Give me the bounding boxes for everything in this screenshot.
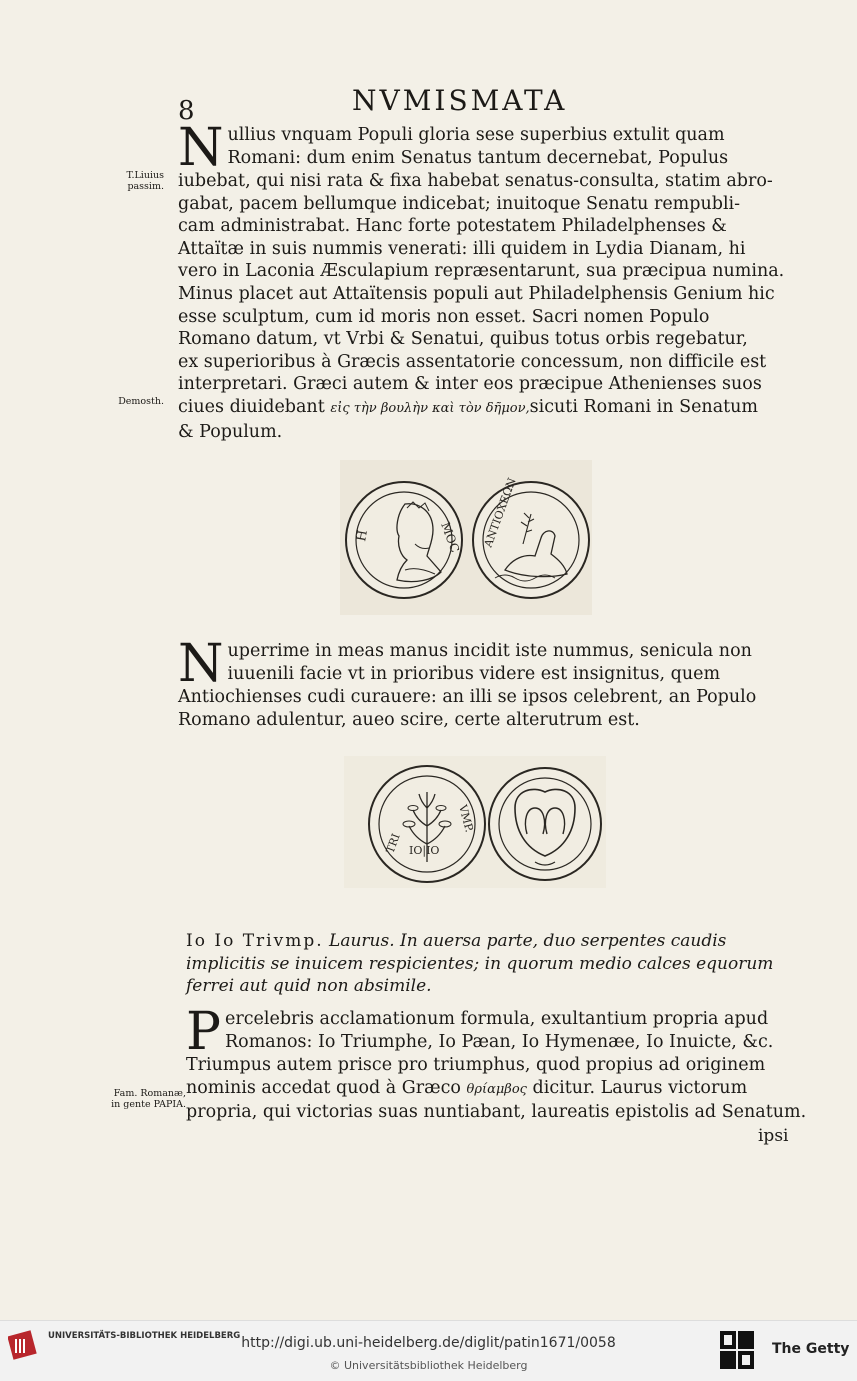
text-line: ullius vnquam Populi gloria sese superbius extulit quam bbox=[227, 125, 725, 145]
dropcap: N bbox=[178, 634, 224, 694]
coin-2-legend-bottom: IO|IO bbox=[409, 844, 440, 857]
coin-1-legend-left: Η bbox=[354, 528, 371, 543]
greek-text: θρίαμβος bbox=[466, 1081, 527, 1097]
coin-2-legend-left: TRI bbox=[383, 831, 403, 856]
dropcap: N bbox=[178, 118, 224, 178]
dropcap: P bbox=[186, 1002, 221, 1062]
catchword: ipsi bbox=[758, 1126, 789, 1146]
text-line: vero in Laconia Æsculapium repræsentarunt, sua præcipua numina. bbox=[178, 261, 785, 282]
text-line bbox=[178, 396, 784, 421]
coin-2-legend-right: VMP. bbox=[456, 803, 476, 834]
text-line: uperrime in meas manus incidit iste nummus, senicula non bbox=[227, 641, 752, 661]
text-line: gabat, pacem bellumque indicebat; inuitoque Senatu rempubli- bbox=[178, 193, 741, 214]
text-line: Triumpus autem prisce pro triumphus, quod propius ad originem bbox=[186, 1055, 766, 1075]
page-url-link[interactable]: http://digi.ub.uni-heidelberg.de/diglit/patin1671/0058 bbox=[241, 1335, 616, 1351]
getty-logo-icon bbox=[718, 1329, 758, 1371]
text-line: Minus placet aut Attaïtensis populi aut Philadelphensis Genium hic bbox=[178, 283, 775, 304]
coin-plate-2-illustration bbox=[365, 764, 605, 888]
coin-2-reverse bbox=[489, 768, 601, 880]
text-line: Romano adulentur, aueo scire, certe alterutrum est. bbox=[178, 709, 640, 730]
library-name: UNIVERSITÄTS-BIBLIOTHEK HEIDELBERG bbox=[48, 1331, 241, 1341]
text-line: Attaïtæ in suis nummis venerati: illi quidem in Lydia Dianam, hi bbox=[178, 238, 746, 259]
caption-legend: Io Io Trivmp. bbox=[186, 931, 324, 951]
text-line: esse sculptum, cum id moris non esset. Sacri nomen Populo bbox=[178, 306, 710, 327]
coin-1-legend-right: ΜΟC bbox=[438, 520, 463, 555]
text-fragment: nominis accedat quod à Græco bbox=[186, 1077, 461, 1098]
text-fragment: dicitur. Laurus victorum bbox=[532, 1077, 748, 1098]
text-line bbox=[186, 1077, 784, 1102]
page-number: 8 bbox=[178, 96, 195, 126]
sponsor-name: The Getty bbox=[772, 1341, 850, 1357]
margin-note-demosthenes: Demosth. bbox=[118, 396, 164, 407]
viewer-footer bbox=[0, 1320, 857, 1381]
text-line: Antiochienses cudi curauere: an illi se ipsos celebrent, an Populo bbox=[178, 687, 757, 707]
text-line: propria, qui victorias suas nuntiabant, laureatis epistolis ad Senatum. bbox=[186, 1102, 807, 1123]
text-line: interpretari. Græci autem & inter eos præcipue Athenienses suos bbox=[178, 374, 762, 395]
paragraph-3 bbox=[186, 1002, 807, 1124]
text-line: Romani: dum enim Senatus tantum decernebat, Populus bbox=[227, 147, 729, 168]
text-line: ercelebris acclamationum formula, exultantium propria apud bbox=[225, 1009, 769, 1029]
paragraph-1 bbox=[178, 118, 785, 443]
text-line: iubebat, qui nisi rata & fixa habebat senatus-consulta, statim abro- bbox=[178, 171, 773, 191]
margin-note-livius: T.Liuius passim. bbox=[126, 170, 164, 192]
coin-1-reverse-legend: ΑΝΤΙΟΧΕΩΝ bbox=[481, 476, 519, 550]
text-line: ex superioribus à Græcis assentatorie concessum, non difficile est bbox=[178, 351, 767, 372]
text-line: iuuenili facie vt in prioribus videre est insignitus, quem bbox=[227, 663, 721, 684]
running-head: NVMISMATA bbox=[352, 84, 568, 117]
text-line: & Populum. bbox=[178, 421, 283, 442]
coin-plate-1-illustration bbox=[345, 474, 595, 608]
coin-caption bbox=[186, 930, 782, 998]
text-line: Romanos: Io Triumphe, Io Pæan, Io Hymenæe, Io Inuicte, &c. bbox=[225, 1031, 774, 1052]
caption-description: Laurus. In auersa parte, duo serpentes caudis implicitis se inuicem respicientes; in quorum medio calces equorum ferrei aut quid non absimile. bbox=[186, 931, 774, 996]
text-line: Romano datum, vt Vrbi & Senatui, quibus totus orbis regebatur, bbox=[178, 329, 748, 350]
text-fragment: sicuti Romani in Senatum bbox=[529, 396, 759, 417]
text-fragment: ciues diuidebant bbox=[178, 396, 325, 417]
greek-text: εἰς τὴν βουλὴν καὶ τὸν δῆμον, bbox=[330, 400, 530, 416]
paragraph-2 bbox=[178, 634, 784, 731]
copyright-notice: © Universitätsbibliothek Heidelberg bbox=[329, 1359, 528, 1372]
margin-note-family: Fam. Romanæ, in gente PAPIA. bbox=[111, 1088, 186, 1110]
text-line: cam administrabat. Hanc forte potestatem Philadelphenses & bbox=[178, 216, 727, 237]
